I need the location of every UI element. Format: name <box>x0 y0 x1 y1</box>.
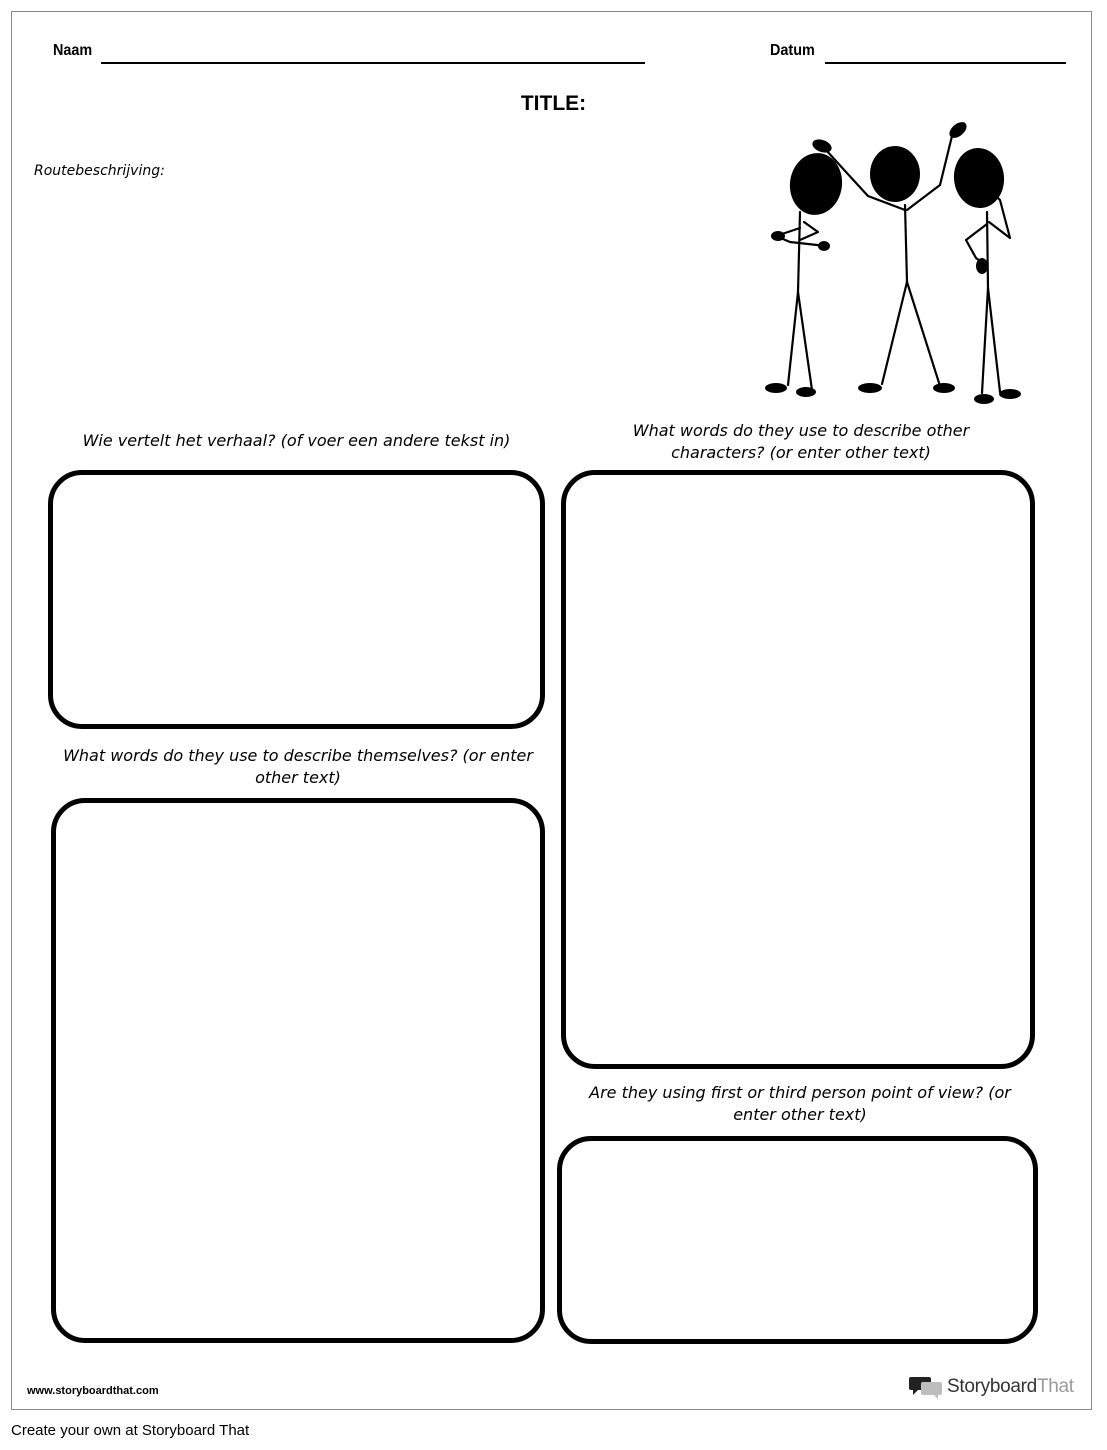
footer-url: www.storyboardthat.com <box>27 1385 159 1397</box>
directions-label: Routebeschrijving: <box>34 163 165 179</box>
section-prompt-point-of-view: Are they using first or third person point of view? (or enter other text) <box>589 1083 1011 1124</box>
credit-text[interactable]: Create your own at Storyboard That <box>11 1422 250 1439</box>
answer-box-narrator[interactable] <box>48 470 545 729</box>
date-field-line[interactable] <box>825 62 1066 64</box>
answer-box-describe-themselves[interactable] <box>51 798 545 1343</box>
answer-box-describe-others[interactable] <box>561 470 1035 1069</box>
section-prompt-narrator: Wie vertelt het verhaal? (of voer een andere tekst in) <box>82 431 511 450</box>
date-label: Datum <box>770 42 815 59</box>
section-prompt-describe-themselves: What words do they use to describe themselves? (or enter other text) <box>63 746 533 787</box>
section-prompt-describe-others: What words do they use to describe other characters? (or enter other text) <box>632 421 970 462</box>
brand-name: StoryboardThat <box>947 1376 1074 1397</box>
speech-bubbles-icon <box>909 1374 943 1400</box>
name-label: Naam <box>53 42 93 59</box>
worksheet-title: TITLE: <box>520 92 587 115</box>
storyboardthat-logo <box>909 1373 1074 1401</box>
stick-figures-illustration <box>760 118 1030 408</box>
name-field-line[interactable] <box>101 62 645 64</box>
answer-box-point-of-view[interactable] <box>557 1136 1038 1344</box>
